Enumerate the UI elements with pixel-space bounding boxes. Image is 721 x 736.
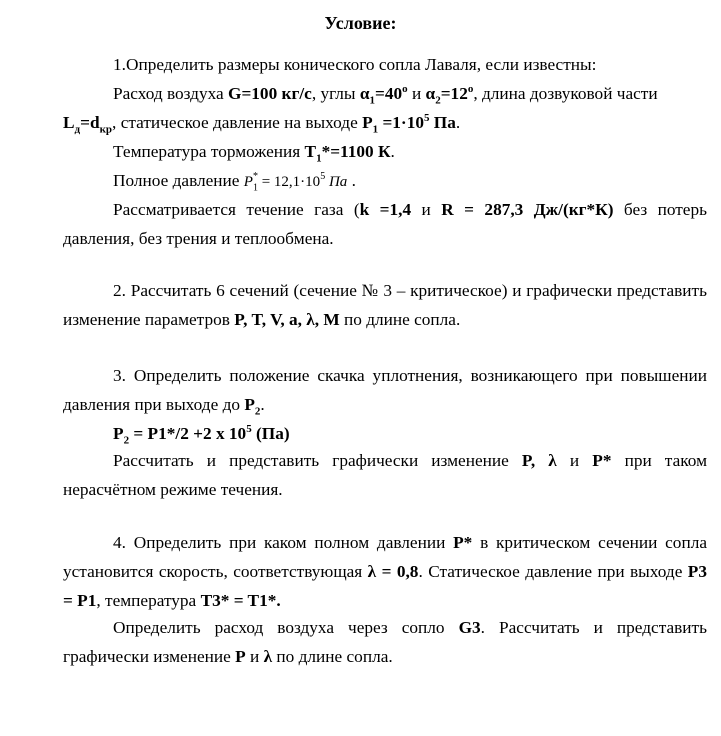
symbol: T	[304, 142, 317, 161]
task1-line-length	[63, 108, 460, 137]
symbol: α	[425, 84, 436, 103]
task4-lambda: λ = 0,8	[367, 562, 419, 581]
r-value: R = 287,3 Дж/(кг*К)	[441, 200, 614, 219]
p2-formula	[113, 423, 290, 447]
text: и	[245, 647, 264, 666]
task3-paragraph	[63, 361, 707, 419]
symbol: =d	[80, 113, 100, 132]
task2-paragraph	[63, 276, 707, 334]
text: без потерь давления, без трения и теплообмена.	[63, 200, 707, 248]
task1-line-temperature	[113, 137, 395, 166]
value: = P1*/2 +2 х 10	[129, 424, 247, 443]
text: 2. Рассчитать 6 сечений (сечение № 3 – критическое) и графически представить изменение параметров	[63, 281, 707, 329]
value: =1·10	[378, 113, 424, 132]
text: . Статическое давление при выходе	[418, 562, 688, 581]
symbol: P	[244, 395, 255, 414]
text: , длина дозвуковой части	[473, 84, 658, 103]
value: =12	[440, 84, 468, 103]
subscript: 2	[254, 405, 261, 418]
text: , статическое давление на выходе	[112, 113, 363, 132]
text: . Рассчитать и представить графически изменение	[63, 618, 707, 666]
text: 4. Определить при каком полном давлении	[113, 533, 454, 552]
text: .	[347, 171, 356, 190]
task1-heading-text: 1.Определить размеры конического сопла Лаваля, если известны:	[113, 55, 597, 74]
air-flow-value: G=100 кг/с	[228, 84, 312, 103]
task3-formula	[113, 419, 290, 448]
text: в критическом сечении сопла установится скорость, соответствующая	[63, 533, 707, 581]
unit: Па	[429, 113, 456, 132]
subscript: 1	[369, 94, 376, 107]
unit: Па	[325, 174, 348, 190]
total-pressure-formula	[243, 171, 348, 194]
symbol: P	[113, 424, 124, 443]
task4-lambda-symbol: λ	[263, 647, 273, 666]
task4-calc-paragraph	[63, 613, 707, 671]
task1-gas-conditions	[63, 195, 707, 253]
page-title: Условие:	[324, 13, 397, 33]
symbol: L	[63, 113, 75, 132]
value: =40	[375, 84, 403, 103]
text: .	[390, 142, 395, 161]
subscript: 2	[123, 434, 130, 447]
task1-heading	[113, 50, 596, 79]
k-value: k =1,4	[359, 200, 412, 219]
task3-pstar: P*	[592, 451, 612, 470]
exponent: 5	[320, 171, 326, 183]
task1-line-total-pressure	[113, 166, 356, 197]
text: и	[407, 84, 426, 103]
text: и	[556, 451, 593, 470]
text: и	[411, 200, 442, 219]
subscript: 1	[372, 123, 379, 136]
text: Расход воздуха	[113, 84, 228, 103]
degree: о	[402, 83, 408, 96]
subscript: кр	[99, 123, 113, 136]
text: .	[455, 113, 461, 132]
text: 3. Определить положение скачка уплотнения, возникающего при повышении давления при выходе до	[63, 366, 707, 414]
text: при таком нерасчётном режиме течения.	[63, 451, 708, 499]
value: = 12,1·10	[257, 174, 321, 190]
subscript: 1	[252, 182, 258, 194]
task4-t3: T3* = T1*.	[200, 591, 281, 610]
text: Рассчитать и представить графически изменение	[113, 451, 522, 470]
text: по длине сопла.	[272, 647, 393, 666]
text: .	[260, 395, 265, 414]
text: , температура	[96, 591, 201, 610]
task4-pstar: P*	[453, 533, 473, 552]
task3-calc-paragraph	[63, 446, 707, 504]
stagnation-temperature	[304, 142, 391, 165]
unit: (Па)	[251, 424, 290, 443]
degree: о	[467, 83, 474, 96]
text: Определить расход воздуха через сопло	[113, 618, 459, 637]
subsonic-length	[63, 113, 113, 136]
exit-pressure-p1	[362, 112, 456, 136]
subscript: 2	[435, 94, 441, 107]
subscript: 1	[316, 152, 322, 165]
text: Температура торможения	[113, 142, 305, 161]
exponent: 5	[423, 112, 430, 125]
symbol: P	[362, 113, 373, 132]
task4-g3: G3	[458, 618, 481, 637]
subscript: д	[74, 123, 81, 136]
text: по длине сопла.	[339, 310, 461, 329]
task3-params: P, λ	[521, 451, 557, 470]
task4-p3: P3 = P1	[63, 562, 707, 610]
task4-p: P	[235, 647, 246, 666]
text: Полное давление	[113, 171, 244, 190]
symbol: P	[243, 174, 253, 190]
task1-line-airflow	[113, 79, 658, 108]
value: *=1100 К	[321, 142, 391, 161]
exponent: 5	[246, 423, 252, 436]
text: , углы	[311, 84, 360, 103]
superscript: *	[252, 171, 258, 183]
task2-params: P, T, V, a, λ, M	[234, 310, 340, 329]
text: Рассматривается течение газа (	[113, 200, 360, 219]
angle-alpha2	[425, 83, 474, 107]
angle-alpha1	[359, 83, 408, 107]
symbol: α	[359, 84, 370, 103]
task4-paragraph	[63, 528, 707, 615]
p2-symbol	[244, 395, 261, 418]
